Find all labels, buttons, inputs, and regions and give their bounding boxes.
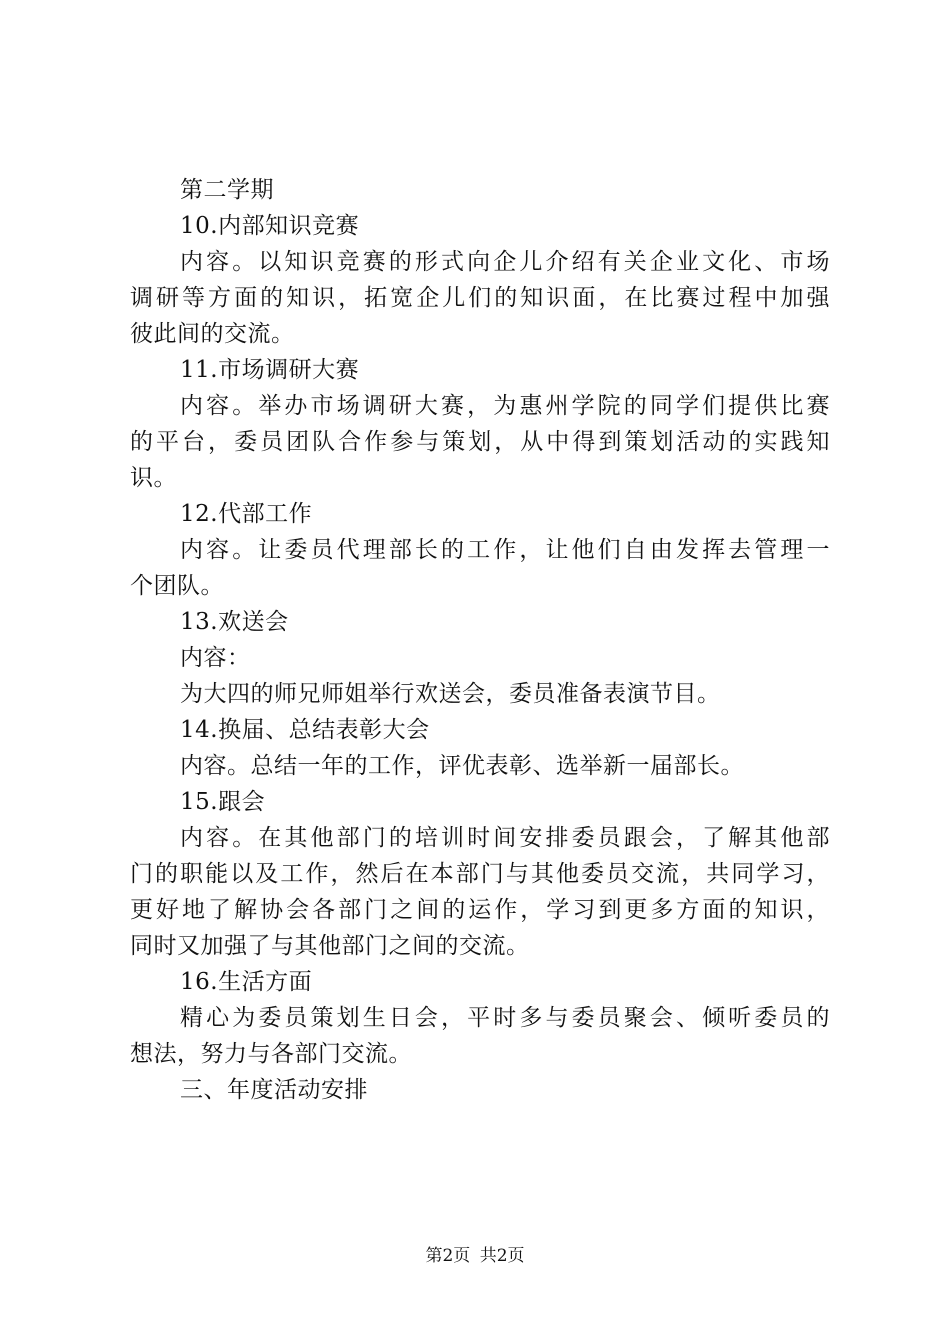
item-13-heading: 13.欢送会 bbox=[180, 609, 289, 635]
item-11-content-line-2: 的平台，委员团队合作参与策划，从中得到策划活动的实践知 bbox=[130, 429, 830, 455]
item-11-content-line-3: 识。 bbox=[130, 465, 177, 491]
item-15-content-line-3: 更好地了解协会各部门之间的运作，学习到更多方面的知识， bbox=[130, 897, 830, 923]
item-12-content-line-1: 内容。让委员代理部长的工作，让他们自由发挥去管理一 bbox=[180, 537, 830, 563]
item-16-content-line-1: 精心为委员策划生日会，平时多与委员聚会、倾听委员的 bbox=[180, 1005, 830, 1031]
item-10-content-line-3: 彼此间的交流。 bbox=[130, 321, 295, 347]
item-16-heading: 16.生活方面 bbox=[180, 969, 313, 995]
document-body bbox=[130, 172, 830, 1108]
item-10-content-line-1: 内容。以知识竞赛的形式向企儿介绍有关企业文化、市场 bbox=[180, 249, 830, 275]
item-12-heading: 12.代部工作 bbox=[180, 501, 313, 527]
item-11-content-line-1: 内容。举办市场调研大赛，为惠州学院的同学们提供比赛 bbox=[180, 393, 830, 419]
page-total: 共2页 bbox=[479, 1246, 525, 1266]
page-number: 第2页 bbox=[425, 1246, 471, 1266]
item-13-content-line-1: 为大四的师兄师姐举行欢送会，委员准备表演节目。 bbox=[180, 681, 721, 707]
item-15-content-line-4: 同时又加强了与其他部门之间的交流。 bbox=[130, 933, 530, 959]
item-12-content-line-2: 个团队。 bbox=[130, 573, 224, 599]
item-14-heading: 14.换届、总结表彰大会 bbox=[180, 717, 430, 743]
item-10-heading: 10.内部知识竞赛 bbox=[180, 213, 360, 239]
item-15-heading: 15.跟会 bbox=[180, 789, 266, 815]
item-11-heading: 11.市场调研大赛 bbox=[180, 357, 360, 383]
item-16-content-line-2: 想法，努力与各部门交流。 bbox=[130, 1041, 412, 1067]
item-15-content-line-2: 门的职能以及工作，然后在本部门与其他委员交流，共同学习， bbox=[130, 861, 830, 887]
semester-heading: 第二学期 bbox=[180, 177, 274, 203]
section-3-heading: 三、年度活动安排 bbox=[180, 1077, 368, 1103]
item-14-content-line-1: 内容。总结一年的工作，评优表彰、选举新一届部长。 bbox=[180, 753, 744, 779]
page-footer bbox=[0, 1244, 950, 1268]
item-10-content-line-2: 调研等方面的知识，拓宽企儿们的知识面，在比赛过程中加强 bbox=[130, 285, 830, 311]
item-15-content-line-1: 内容。在其他部门的培训时间安排委员跟会，了解其他部 bbox=[180, 825, 830, 851]
item-13-content-label: 内容： bbox=[180, 645, 251, 671]
